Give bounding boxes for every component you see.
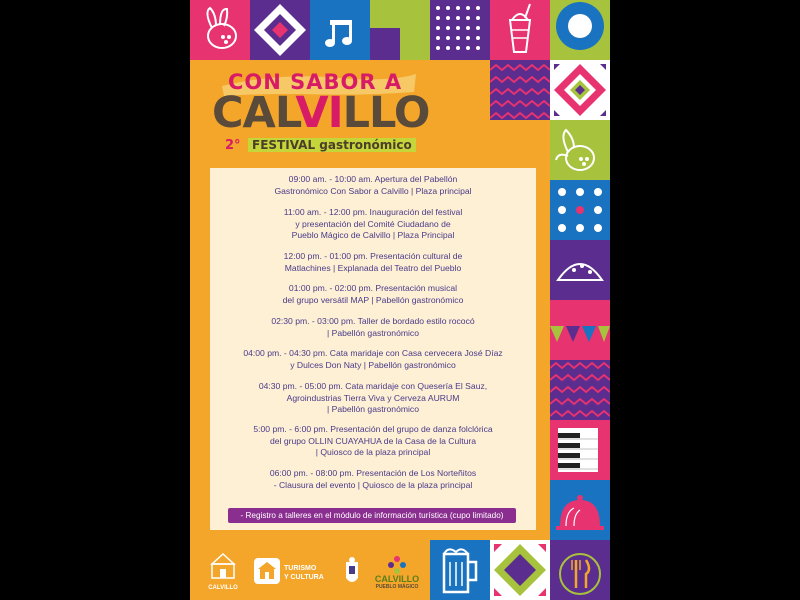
diamond-pattern-icon bbox=[490, 540, 550, 600]
pueblo-magico-logo bbox=[372, 556, 422, 596]
title-name-start: CAL bbox=[212, 88, 296, 138]
schedule-line: y presentación del Comité Ciudadano de bbox=[295, 218, 451, 229]
rabbit-icon bbox=[190, 0, 250, 60]
registration-note: - Registro a talleres en el módulo de información turística (cupo limitado) bbox=[228, 508, 516, 523]
music-note-tile bbox=[310, 0, 370, 60]
schedule-item bbox=[210, 348, 536, 371]
schedule-line: del grupo versátil MAP | Pabellón gastronómico bbox=[282, 294, 464, 305]
title-name-accent: VI bbox=[295, 88, 343, 138]
schedule-item bbox=[210, 316, 536, 339]
beer-tile bbox=[430, 540, 490, 600]
pueblo-name: CALVILLO bbox=[374, 574, 420, 584]
schedule-line: 02:30 pm. - 03:00 pm. Taller de bordado estilo rococó bbox=[271, 316, 475, 326]
turismo-line1: TURISMO bbox=[284, 565, 317, 572]
taco-tile bbox=[550, 240, 610, 300]
schedule-line: Agroindustrias Tierra Viva y Cerveza AURUM bbox=[286, 392, 460, 403]
title-name-end: LLO bbox=[342, 88, 430, 138]
schedule-line: Gastronómico Con Sabor a Calvillo | Plaza principal bbox=[274, 185, 472, 196]
schedule-item bbox=[210, 424, 536, 459]
schedule-line: 12:00 pm. - 01:00 pm. Presentación cultural de bbox=[283, 251, 463, 261]
schedule-line: 01:00 pm. - 02:00 pm. Presentación musical bbox=[288, 283, 458, 293]
dot-grid-icon bbox=[550, 180, 610, 240]
schedule-line: 04:00 pm. - 04:30 pm. Cata maridaje con Casa cervecera José Díaz bbox=[243, 348, 503, 358]
diamond-pattern-icon bbox=[550, 60, 610, 120]
cloche-tile bbox=[550, 480, 610, 540]
schedule-item bbox=[210, 207, 536, 242]
dot-grid-icon bbox=[430, 0, 490, 60]
wave-pattern-icon bbox=[550, 360, 610, 420]
dots-tile bbox=[430, 0, 490, 60]
diamond-bottom-tile bbox=[490, 540, 550, 600]
drink-cup-icon bbox=[490, 0, 550, 60]
diamond-white-tile bbox=[550, 60, 610, 120]
schedule-line: 11:00 am. - 12:00 pm. Inauguración del festival bbox=[283, 207, 463, 217]
diamond-pattern-icon bbox=[250, 0, 310, 60]
schedule-item bbox=[210, 283, 536, 306]
festival-poster bbox=[190, 0, 610, 600]
building-icon bbox=[254, 558, 280, 584]
schedule-line: 04:30 pm. - 05:00 pm. Cata maridaje con Quesería El Sauz, bbox=[258, 381, 488, 391]
schedule-line: | Quiosco de la plaza principal bbox=[315, 447, 431, 457]
turismo-line2: Y CULTURA bbox=[284, 574, 324, 581]
schedule-line: Matlachines | Explanada del Teatro del Pueblo bbox=[284, 262, 462, 273]
pueblo-tag: PUEBLO MÁGICO bbox=[375, 584, 419, 590]
calvillo-logo-text: CALVILLO bbox=[208, 585, 238, 591]
schedule-line: | Pabellón gastronómico bbox=[326, 404, 420, 414]
schedule-line: - Clausura del evento | Quiosco de la plaza principal bbox=[273, 479, 473, 490]
edition-number: 2° bbox=[225, 138, 241, 153]
schedule-line: Pueblo Mágico de Calvillo | Plaza Principal bbox=[291, 230, 455, 240]
serving-cloche-icon bbox=[550, 480, 610, 540]
schedule-line: 5:00 pm. - 6:00 pm. Presentación del grupo de danza folclórica bbox=[253, 424, 493, 434]
blue-dots-tile bbox=[550, 180, 610, 240]
piano-tile bbox=[550, 420, 610, 480]
rabbit-green-tile bbox=[550, 120, 610, 180]
banner-tile bbox=[550, 300, 610, 360]
crest-logo bbox=[342, 556, 362, 590]
green-block-tile bbox=[370, 0, 430, 60]
schedule-panel bbox=[210, 168, 536, 530]
fork-knife-icon bbox=[550, 540, 610, 600]
rabbit-icon bbox=[550, 120, 610, 180]
schedule-item bbox=[210, 381, 536, 416]
calvillo-logo bbox=[204, 552, 242, 591]
schedule-line: 06:00 pm. - 08:00 pm. Presentación de Los Norteñitos bbox=[269, 468, 477, 478]
wave-pink-tile bbox=[550, 360, 610, 420]
cutlery-tile bbox=[550, 540, 610, 600]
wave-tile bbox=[490, 60, 550, 120]
drink-tile bbox=[490, 0, 550, 60]
schedule-line: y Dulces Don Naty | Pabellón gastronómico bbox=[290, 359, 456, 370]
flag-banner-icon bbox=[550, 300, 610, 360]
piano-keys-icon bbox=[550, 420, 610, 480]
turismo-logo bbox=[254, 556, 334, 588]
title-name bbox=[212, 88, 429, 138]
schedule-item bbox=[210, 468, 536, 491]
music-note-icon bbox=[310, 0, 370, 60]
schedule-line: | Pabellón gastronómico bbox=[326, 327, 420, 338]
title-tagline: CON SABOR A bbox=[228, 70, 403, 94]
schedule-item bbox=[210, 174, 536, 197]
diamond-tile bbox=[250, 0, 310, 60]
flower-icon bbox=[387, 556, 407, 574]
circle-tile bbox=[550, 0, 610, 60]
rabbit-tile bbox=[190, 0, 250, 60]
target-circle-icon bbox=[550, 0, 610, 60]
beer-mug-icon bbox=[430, 540, 490, 600]
church-icon bbox=[208, 552, 238, 580]
taco-icon bbox=[550, 240, 610, 300]
festival-title bbox=[210, 62, 490, 162]
schedule-line: del grupo OLLIN CUAYAHUA de la Casa de la Cultura bbox=[269, 435, 477, 446]
schedule-item bbox=[210, 251, 536, 274]
crest-icon bbox=[342, 556, 362, 590]
wave-pattern-icon bbox=[490, 60, 550, 120]
schedule-line: 09:00 am. - 10:00 am. Apertura del Pabellón bbox=[288, 174, 458, 184]
festival-subtitle: FESTIVAL gastronómico bbox=[248, 138, 416, 152]
